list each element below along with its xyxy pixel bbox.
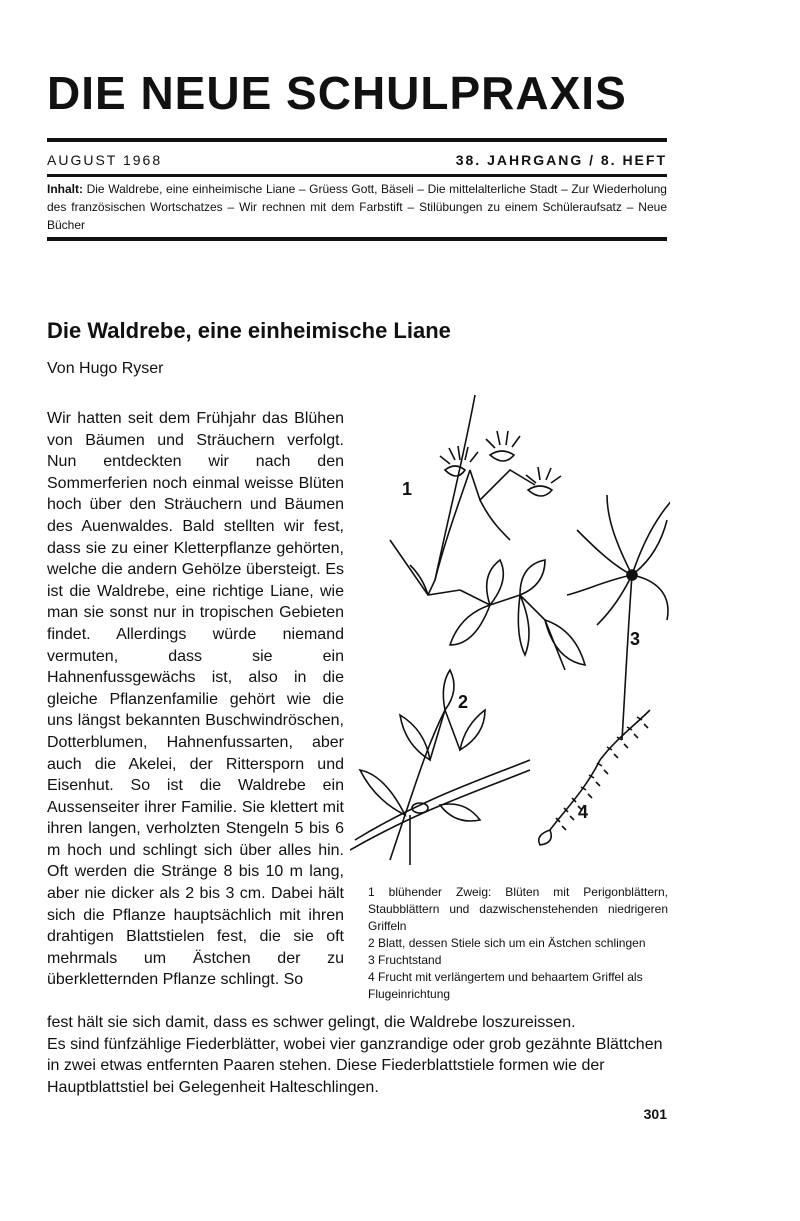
article-column-text: Wir hatten seit dem Frühjahr das Blühen von Bäumen und Sträuchern verfolgt. Nun entdeckten wir nach den Sommerferien noch einmal weisse Blüten hoch über den Sträuchern und Bäumen des Auenwaldes. Bald stellten wir fest, dass sie zu einer Kletterpflanze gehörten, welche die andern Gehölze übersteigt. Es ist die Waldrebe, eine richtige Liane, wie man sie sonst nur in tropischen Gebieten findet. Allerdings würde niemand vermuten, dass sie ein Hahnenfussgewächs ist, also in die gleiche Pflanzenfamilie gehört wie die uns längst bekannten Buschwindröschen, Dotterblumen, Hahnenfussarten, aber auch die Akelei, der Rittersporn und Eisenhut. So ist die Waldrebe ein Aussenseiter ihrer Familie. Sie klettert mit ihren langen, verholzten Stengeln 5 bis 6 m hoch und schlingt sich über alles hin. Oft werden die Stränge 8 bis 10 m lang, aber nie dicker als 2 bis 3 cm. Dabei hält sich die Pflanze hauptsächlich mit ihren drahtigen Blattstielen fest, die sie oft mehrmals um Ästchen der zu überkletternden Pflanze schlingt. So (47, 410, 344, 989)
caption-3: 3 Fruchtstand (368, 953, 442, 967)
figure-label-1: 1 (402, 479, 413, 499)
continued-line: fest hält sie sich damit, dass es schwer gelingt, die Waldrebe loszureissen. (47, 1014, 576, 1031)
masthead-rule-bottom (47, 237, 667, 241)
flowering-branch-drawing (390, 395, 585, 670)
masthead-rule-top (47, 138, 667, 142)
masthead-rule-middle (47, 174, 667, 177)
clematis-illustration (350, 390, 670, 880)
figure-captions (368, 884, 668, 1003)
issue-number: 38. JAHRGANG / 8. HEFT (455, 152, 667, 168)
caption-1: 1 blühender Zweig: Blüten mit Perigonblättern, Staubblättern und dazwischenstehenden niedrigeren Griffeln (368, 885, 668, 933)
article-title: Die Waldrebe, eine einheimische Liane (47, 318, 451, 343)
paragraph-2: Es sind fünfzählige Fiederblätter, wobei vier ganzrandige oder grob gezähnte Blättchen in zwei etwas entfernten Paaren stehen. Diese Fiederblattstiele formen wie der Hauptblattstiel bei Gelegenheit Halteschlingen. (47, 1035, 663, 1096)
leaf-tendril-drawing (350, 670, 530, 865)
caption-2: 2 Blatt, dessen Stiele sich um ein Ästchen schlingen (368, 936, 646, 950)
single-fruit-drawing (539, 710, 650, 845)
issue-date: AUGUST 1968 (47, 152, 163, 168)
masthead-title: DIE NEUE SCHULPRAXIS (47, 67, 627, 119)
table-of-contents (47, 180, 667, 234)
contents-label: Inhalt: (47, 182, 83, 196)
contents-text: Die Waldrebe, eine einheimische Liane – Grüess Gott, Bäseli – Die mittelalterliche Stadt – Zur Wiederholung des französischen Wortschatzes – Wir rechnen mit dem Farbstift – Stilübungen zu einem Schüleraufsatz – Neue Bücher (47, 182, 667, 232)
article-full-width-text (47, 1012, 667, 1098)
page-number: 301 (643, 1106, 667, 1122)
figure-label-2: 2 (458, 692, 469, 712)
caption-4: 4 Frucht mit verlängertem und behaartem Griffel als Flugeinrichtung (368, 970, 643, 1001)
fruit-cluster-drawing (567, 495, 670, 740)
article-byline: Von Hugo Ryser (47, 360, 164, 377)
figure-label-3: 3 (630, 629, 641, 649)
figure-label-4: 4 (578, 802, 589, 822)
